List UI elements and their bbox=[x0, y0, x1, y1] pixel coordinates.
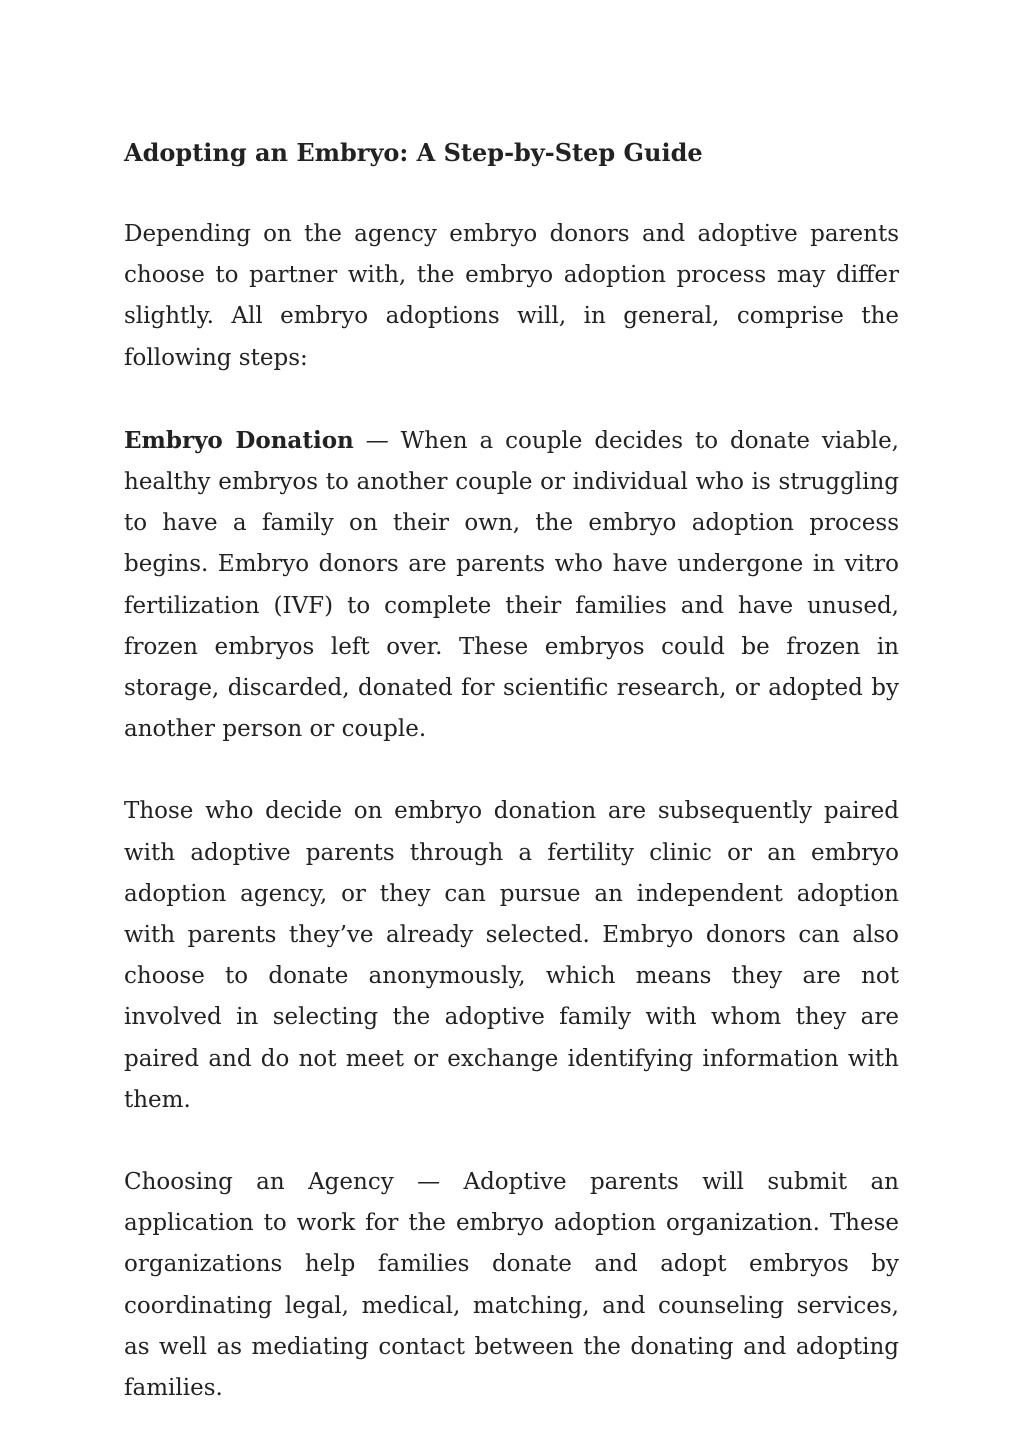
spacer bbox=[124, 379, 899, 420]
spacer bbox=[124, 750, 899, 791]
section-heading-embryo-donation: Embryo Donation bbox=[124, 426, 354, 454]
section-body-embryo-donation: When a couple decides to donate viable, healthy embryos to another couple or individual who is struggling to have a family on their own, the embryo adoption process begins. Embryo donors are parents who have undergone in vitro fertilization (IVF) to complete their families and have unused, frozen embryos left over. These embryos could be frozen in storage, discarded, donated for scientific research, or adopted by another person or couple. bbox=[124, 427, 899, 743]
donation-followup-paragraph: Those who decide on embryo donation are subsequently paired with adoptive parents through a fertility clinic or an embryo adoption agency, or they can pursue an independent adoption with parents they’ve already selected. Embryo donors can also choose to donate anonymously, which means they are not involved in selecting the adoptive family with whom they are paired and do not meet or exchange identifying information with them. bbox=[124, 798, 899, 1113]
embryo-donation-paragraph bbox=[124, 420, 899, 751]
intro-paragraph: Depending on the agency embryo donors and adoptive parents choose to partner with, the embryo adoption process may differ slightly. All embryo adoptions will, in general, comprise the following steps: bbox=[124, 221, 899, 371]
spacer bbox=[124, 1121, 899, 1162]
document-title: Adopting an Embryo: A Step-by-Step Guide bbox=[124, 138, 703, 167]
document-content bbox=[124, 132, 899, 1409]
spacer bbox=[124, 173, 899, 214]
section-separator: — bbox=[353, 427, 401, 454]
choosing-agency-paragraph: Choosing an Agency — Adoptive parents will submit an application to work for the embryo adoption organization. These organizations help families donate and adopt embryos by coordinating legal, medical, matching, and counseling services, as well as mediating contact between the donating and adopting families. bbox=[124, 1169, 899, 1402]
